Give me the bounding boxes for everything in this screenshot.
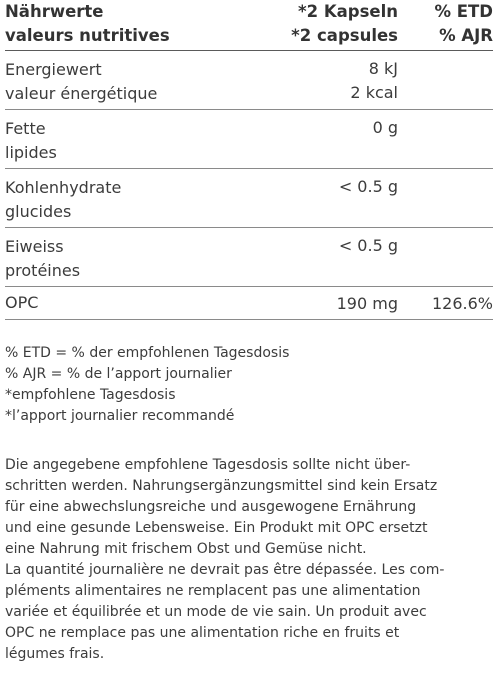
disclaimer-line: Die angegebene empfohlene Tagesdosis sollte nicht über- xyxy=(5,457,411,473)
table-row-opc xyxy=(5,287,493,320)
row-value: 8 kJ xyxy=(368,59,398,78)
footnote-dose-de: *empfohlene Tagesdosis xyxy=(5,387,176,403)
row-name-fr: protéines xyxy=(5,261,81,280)
disclaimer-line: für eine abwechslungsreiche und ausgewogene Ernährung xyxy=(5,499,417,515)
header-percent-column xyxy=(435,0,494,48)
row-value: 190 mg xyxy=(336,294,398,313)
header-name-column xyxy=(5,0,170,48)
row-name-de: Fette xyxy=(5,119,46,138)
footnote-ajr: % AJR = % de l’apport journalier xyxy=(5,366,232,382)
disclaimer-line: pléments alimentaires ne remplacent pas une alimentation xyxy=(5,583,421,599)
row-value: 0 g xyxy=(372,118,398,137)
row-percent: 126.6% xyxy=(431,294,493,313)
header-pct-de: % ETD xyxy=(434,2,493,21)
disclaimer-line: eine Nahrung mit frischem Obst und Gemüse nicht. xyxy=(5,541,367,557)
disclaimer-line: OPC ne remplace pas une alimentation riche en fruits et xyxy=(5,625,400,641)
footnote-dose-fr: *l’apport journalier recommandé xyxy=(5,408,235,424)
row-name: OPC xyxy=(5,293,39,312)
row-value: < 0.5 g xyxy=(338,177,398,196)
row-name-fr: glucides xyxy=(5,202,72,221)
row-value: < 0.5 g xyxy=(338,236,398,255)
disclaimer-line: schritten werden. Nahrungsergänzungsmittel sind kein Ersatz xyxy=(5,478,438,494)
nutrition-table xyxy=(5,0,493,320)
disclaimer-text xyxy=(5,455,493,665)
table-row-carbohydrates xyxy=(5,169,493,228)
table-row-energy xyxy=(5,51,493,110)
row-value-secondary: 2 kcal xyxy=(350,83,398,102)
table-row-protein xyxy=(5,228,493,287)
disclaimer-line: und eine gesunde Lebensweise. Ein Produkt mit OPC ersetzt xyxy=(5,520,428,536)
header-amount-de: *2 Kapseln xyxy=(298,2,398,21)
row-name-de: Eiweiss xyxy=(5,237,64,256)
disclaimer-line: La quantité journalière ne devrait pas être dépassée. Les com- xyxy=(5,562,445,578)
disclaimer-line: variée et équilibrée et un mode de vie sain. Un produit avec xyxy=(5,604,427,620)
header-amount-column xyxy=(291,0,398,48)
header-name-fr: valeurs nutritives xyxy=(5,26,170,45)
header-name-de: Nährwerte xyxy=(5,2,104,21)
table-row-fat xyxy=(5,110,493,169)
row-name-fr: valeur énergétique xyxy=(5,84,158,103)
table-header xyxy=(5,0,493,51)
footnotes xyxy=(5,343,289,427)
header-amount-fr: *2 capsules xyxy=(291,26,398,45)
header-pct-fr: % AJR xyxy=(439,26,493,45)
row-name-de: Energiewert xyxy=(5,60,102,79)
disclaimer-line: légumes frais. xyxy=(5,646,105,662)
footnote-etd: % ETD = % der empfohlenen Tagesdosis xyxy=(5,345,290,361)
row-name-de: Kohlenhydrate xyxy=(5,178,122,197)
row-name-fr: lipides xyxy=(5,143,57,162)
